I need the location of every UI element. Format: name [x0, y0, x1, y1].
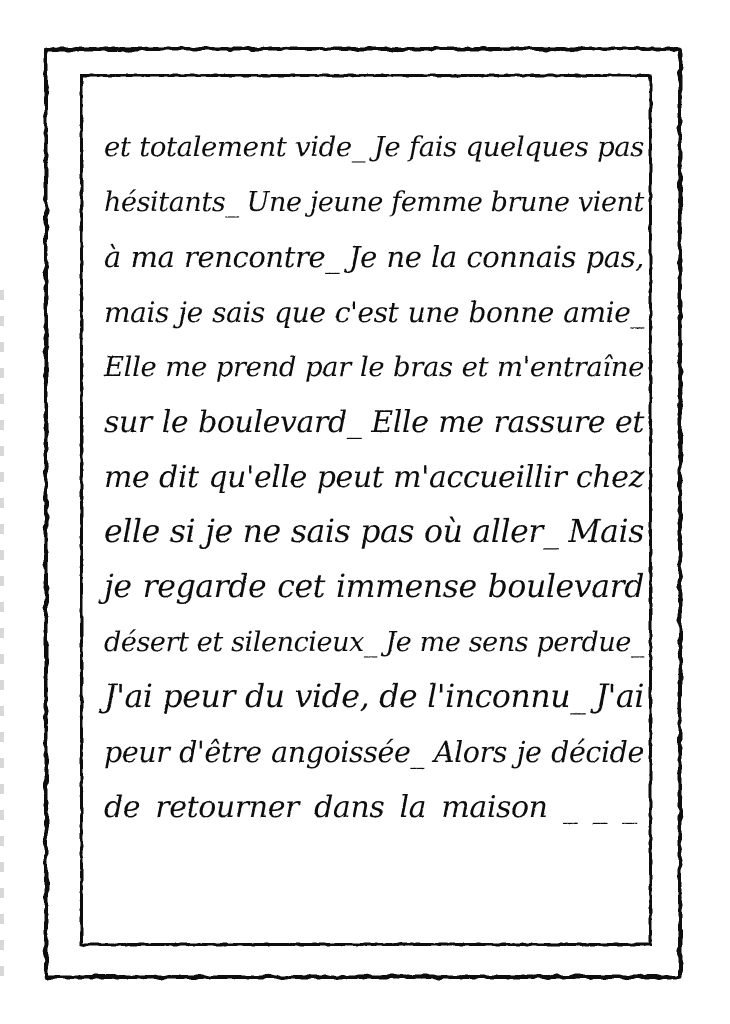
text-line: sur le boulevard_ Elle me rassure et: [104, 405, 644, 440]
text-line: et totalement vide_ Je fais quelques pas: [104, 131, 644, 163]
text-line: elle si je ne sais pas où aller_ Mais: [104, 514, 644, 550]
text-line: désert et silencieux_ Je me sens perdue_: [104, 627, 644, 658]
text-line: à ma rencontre_ Je ne la connais pas,: [104, 240, 644, 274]
text-line: J'ai peur du vide, de l'inconnu_ J'ai: [104, 679, 644, 715]
text-line: peur d'être angoissée_ Alors je décide: [104, 736, 644, 769]
text-line: je regarde cet immense boulevard: [104, 569, 644, 605]
text-line: me dit qu'elle peut m'accueillir chez: [104, 460, 644, 495]
text-line: hésitants_ Une jeune femme brune vient: [104, 187, 644, 218]
text-line: mais je sais que c'est une bonne amie_: [104, 296, 644, 329]
text-line: Elle me prend par le bras et m'entraîne: [104, 351, 644, 383]
scan-edge-marks: [0, 290, 4, 990]
handwritten-text: [104, 120, 644, 835]
text-line: de retourner dans la maison _ _ _: [104, 790, 637, 825]
